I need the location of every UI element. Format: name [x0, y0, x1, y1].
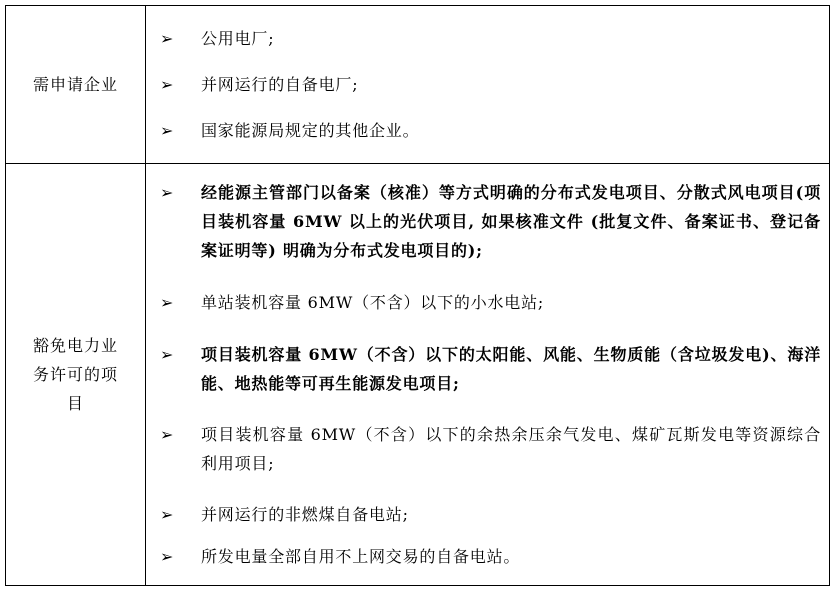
arrow-bullet-icon: ➢	[160, 425, 174, 444]
arrow-bullet-icon: ➢	[160, 505, 174, 524]
row-label	[6, 164, 146, 585]
arrow-bullet-icon: ➢	[160, 183, 174, 202]
list-item-text: 单站装机容量 6MW（不含）以下的小水电站;	[201, 293, 545, 312]
list-item-text: 国家能源局规定的其他企业。	[201, 121, 420, 140]
row-label-text: 豁免电力业务许可的项目	[32, 336, 118, 413]
license-table	[5, 5, 830, 586]
list-item-text: 并网运行的非燃煤自备电站;	[201, 505, 409, 524]
table-row	[6, 6, 829, 164]
list-item-text: 项目装机容量 6MW（不含）以下的余热余压余气发电、煤矿瓦斯发电等资源综合利用项目;	[201, 425, 821, 473]
list-item-text: 所发电量全部自用不上网交易的自备电站。	[201, 547, 521, 566]
list-item-text: 项目装机容量 6MW（不含）以下的太阳能、风能、生物质能（含垃圾发电)、海洋能、地热能等可再生能源发电项目;	[201, 345, 821, 393]
table-row	[6, 164, 829, 585]
arrow-bullet-icon: ➢	[160, 29, 174, 48]
list-item-text: 公用电厂;	[201, 29, 275, 48]
arrow-bullet-icon: ➢	[160, 121, 174, 140]
list-item-text: 并网运行的自备电厂;	[201, 75, 359, 94]
arrow-bullet-icon: ➢	[160, 547, 174, 566]
row-label-text: 需申请企业	[32, 75, 118, 94]
arrow-bullet-icon: ➢	[160, 345, 174, 364]
arrow-bullet-icon: ➢	[160, 75, 174, 94]
list-item-text: 经能源主管部门以备案（核准）等方式明确的分布式发电项目、分散式风电项目(项目装机容量 6MW 以上的光伏项目, 如果核准文件 (批复文件、备案证书、登记备案证明等) 明确为分布式发电项目的);	[201, 183, 821, 260]
arrow-bullet-icon: ➢	[160, 293, 174, 312]
row-items	[146, 164, 829, 585]
row-label	[6, 6, 146, 163]
row-items	[146, 6, 829, 163]
